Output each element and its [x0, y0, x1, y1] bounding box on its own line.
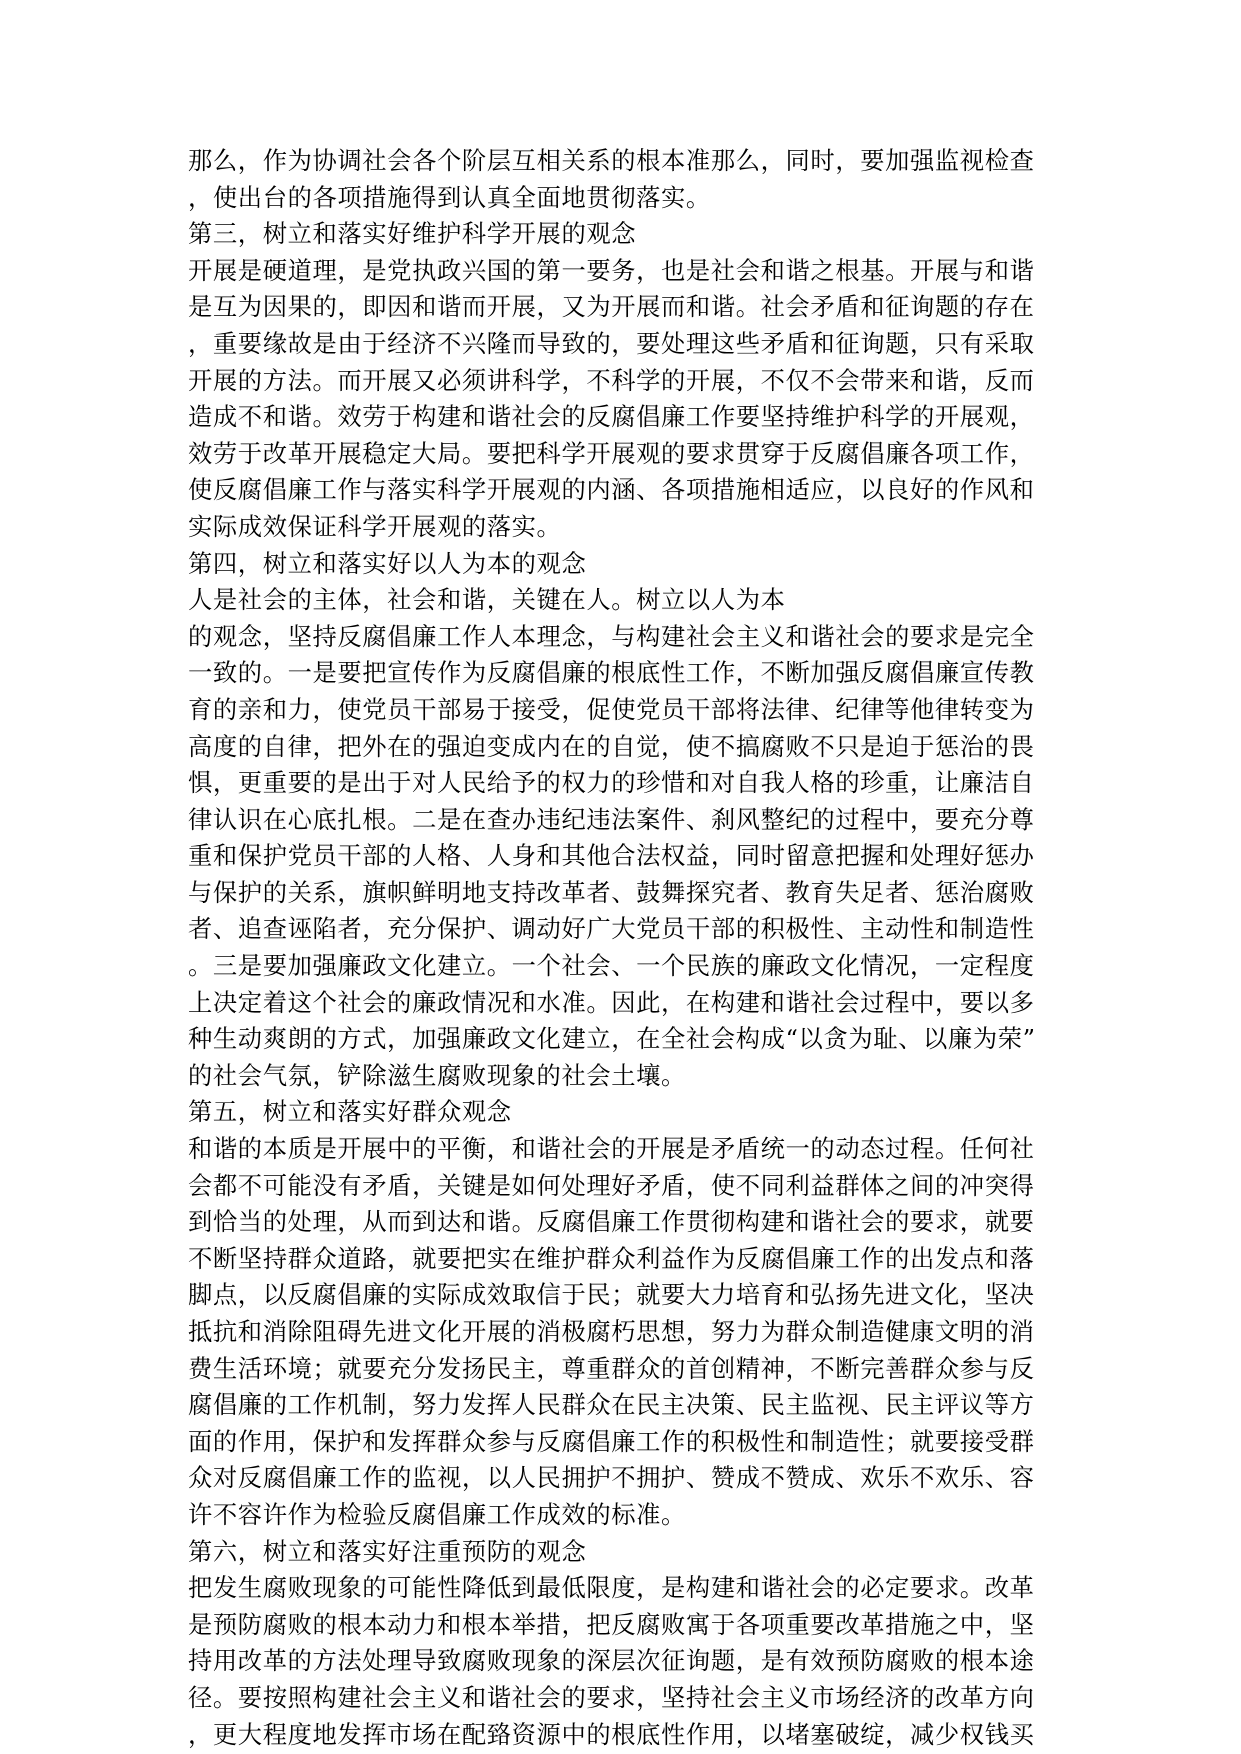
text-line: 者、追查诬陷者，充分保护、调动好广大党员干部的积极性、主动性和制造性 [188, 914, 1035, 944]
text-line: 效劳于改革开展稳定大局。要把科学开展观的要求贯穿于反腐倡廉各项工作， [188, 438, 1035, 468]
text-line: 会都不可能没有矛盾，关键是如何处理好矛盾，使不同利益群体之间的冲突得 [188, 1170, 1035, 1200]
section-heading: 第四，树立和落实好以人为本的观念 [188, 548, 587, 578]
text-line: 一致的。一是要把宣传作为反腐倡廉的根底性工作，不断加强反腐倡廉宣传教 [188, 658, 1035, 688]
text-line: 与保护的关系，旗帜鲜明地支持改革者、鼓舞探究者、教育失足者、惩治腐败 [188, 877, 1035, 907]
text-line: 律认识在心底扎根。二是在查办违纪违法案件、刹风整纪的过程中，要充分尊 [188, 804, 1035, 834]
text-line: 腐倡廉的工作机制，努力发挥人民群众在民主决策、民主监视、民主评议等方 [188, 1390, 1035, 1420]
text-line: 到恰当的处理，从而到达和谐。反腐倡廉工作贯彻构建和谐社会的要求，就要 [188, 1207, 1035, 1237]
text-line: 的观念，坚持反腐倡廉工作人本理念，与构建社会主义和谐社会的要求是完全 [188, 621, 1035, 651]
text-line: 抵抗和消除阻碍先进文化开展的消极腐朽思想，努力为群众制造健康文明的消 [188, 1317, 1035, 1346]
text-line: ，更大程度地发挥市场在配臵资源中的根底性作用，以堵塞破绽，减少权钱买 [188, 1719, 1035, 1749]
text-line: 开展是硬道理，是党执政兴国的第一要务，也是社会和谐之根基。开展与和谐 [188, 255, 1035, 285]
text-line: 开展的方法。而开展又必须讲科学，不科学的开展，不仅不会带来和谐，反而 [188, 365, 1035, 395]
text-line: ，使出台的各项措施得到认真全面地贯彻落实。 [188, 182, 711, 212]
text-line: ，重要缘故是由于经济不兴隆而导致的，要处理这些矛盾和征询题，只有采取 [188, 328, 1035, 358]
text-line: 不断坚持群众道路，就要把实在维护群众利益作为反腐倡廉工作的出发点和落 [188, 1243, 1035, 1273]
text-line: 那么，作为协调社会各个阶层互相关系的根本准那么，同时，要加强监视检查 [188, 146, 1035, 175]
text-line: 使反腐倡廉工作与落实科学开展观的内涵、各项措施相适应，以良好的作风和 [188, 475, 1035, 505]
text-line: 上决定着这个社会的廉政情况和水准。因此，在构建和谐社会过程中，要以多 [188, 987, 1035, 1017]
text-line: 面的作用，保护和发挥群众参与反腐倡廉工作的积极性和制造性；就要接受群 [188, 1426, 1035, 1456]
text-line: 脚点，以反腐倡廉的实际成效取信于民；就要大力培育和弘扬先进文化，坚决 [188, 1280, 1035, 1310]
text-line: 实际成效保证科学开展观的落实。 [188, 511, 562, 541]
text-line: 把发生腐败现象的可能性降低到最低限度，是构建和谐社会的必定要求。改革 [188, 1573, 1035, 1603]
text-line: 径。要按照构建社会主义和谐社会的要求，坚持社会主义市场经济的改革方向 [188, 1682, 1035, 1712]
text-line: 是预防腐败的根本动力和根本举措，把反腐败寓于各项重要改革措施之中，坚 [188, 1609, 1035, 1639]
section-heading: 第五，树立和落实好群众观念 [188, 1097, 512, 1127]
text-line: 。三是要加强廉政文化建立。一个社会、一个民族的廉政文化情况，一定程度 [188, 951, 1035, 981]
text-line: 许不容许作为检验反腐倡廉工作成效的标准。 [188, 1499, 686, 1529]
text-line: 惧，更重要的是出于对人民给予的权力的珍惜和对自我人格的珍重，让廉洁自 [188, 768, 1035, 798]
text-line: 持用改革的方法处理导致腐败现象的深层次征询题，是有效预防腐败的根本途 [188, 1646, 1035, 1676]
section-heading: 第三，树立和落实好维护科学开展的观念 [188, 219, 637, 249]
body-text [188, 143, 1068, 1753]
text-line: 育的亲和力，使党员干部易于接受，促使党员干部将法律、纪律等他律转变为 [188, 694, 1035, 724]
text-line: 的社会气氛，铲除滋生腐败现象的社会土壤。 [188, 1060, 686, 1090]
text-line: 种生动爽朗的方式，加强廉政文化建立，在全社会构成“以贪为耻、以廉为荣” [188, 1024, 1036, 1054]
text-line: 高度的自律，把外在的强迫变成内在的自觉，使不搞腐败不只是迫于惩治的畏 [188, 731, 1035, 761]
section-heading: 第六，树立和落实好注重预防的观念 [188, 1536, 587, 1566]
text-line: 是互为因果的，即因和谐而开展，又为开展而和谐。社会矛盾和征询题的存在 [188, 292, 1035, 322]
text-line: 众对反腐倡廉工作的监视，以人民拥护不拥护、赞成不赞成、欢乐不欢乐、容 [188, 1463, 1035, 1493]
text-line: 费生活环境；就要充分发扬民主，尊重群众的首创精神，不断完善群众参与反 [188, 1353, 1035, 1383]
text-line: 造成不和谐。效劳于构建和谐社会的反腐倡廉工作要坚持维护科学的开展观， [188, 402, 1035, 432]
text-line: 人是社会的主体，社会和谐，关键在人。树立以人为本 [188, 585, 786, 615]
text-line: 重和保护党员干部的人格、人身和其他合法权益，同时留意把握和处理好惩办 [188, 841, 1035, 871]
text-line: 和谐的本质是开展中的平衡，和谐社会的开展是矛盾统一的动态过程。任何社 [188, 1134, 1035, 1164]
